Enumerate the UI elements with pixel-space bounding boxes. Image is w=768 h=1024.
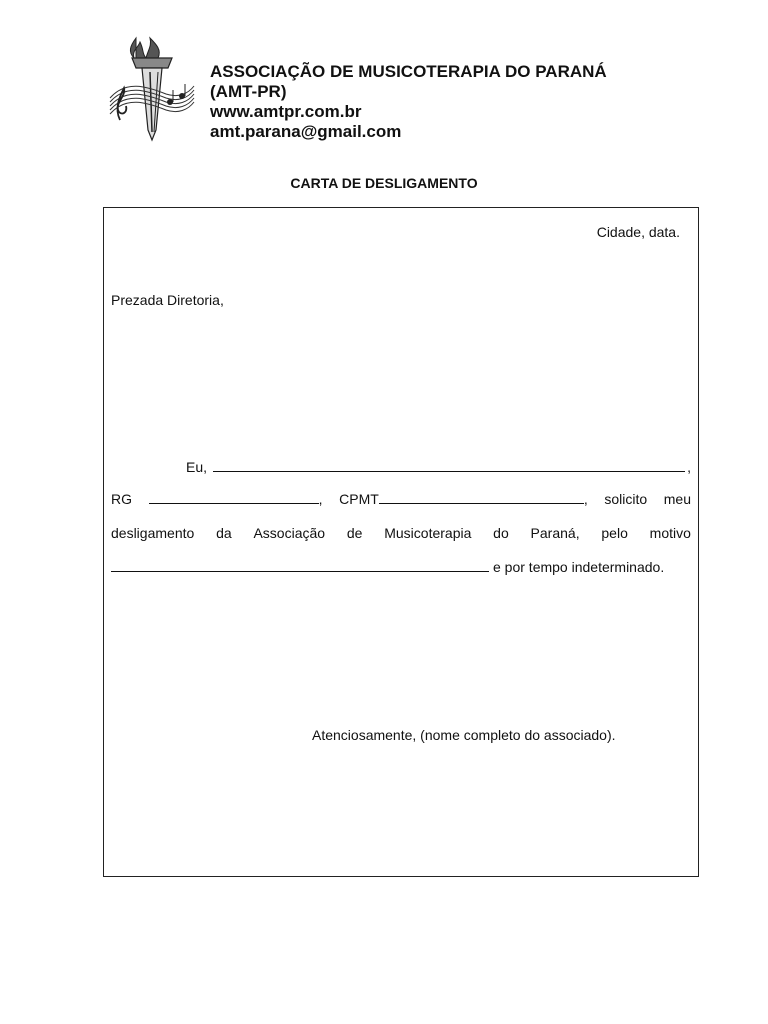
eu-label: Eu,: [186, 459, 208, 475]
body-word: Associação: [253, 525, 326, 541]
cpmt-label: CPMT: [339, 491, 379, 507]
body-word: motivo: [649, 525, 691, 541]
greeting: Prezada Diretoria,: [111, 292, 224, 308]
reason-blank[interactable]: [111, 559, 489, 572]
ending-text: e por tempo indeterminado.: [493, 559, 665, 575]
organization-name: ASSOCIAÇÃO DE MUSICOTERAPIA DO PARANÁ: [210, 62, 607, 81]
letter-box: [103, 207, 699, 877]
body-word: desligamento: [111, 525, 195, 541]
email-link[interactable]: amt.parana@gmail.com: [210, 122, 402, 141]
comma: ,: [687, 459, 691, 475]
body-word: de: [346, 525, 363, 541]
name-line: [111, 459, 691, 475]
rg-blank[interactable]: [149, 491, 319, 504]
body-line: [111, 525, 691, 541]
body-word: da: [216, 525, 232, 541]
cpmt-blank[interactable]: [379, 491, 584, 504]
name-blank[interactable]: [213, 459, 685, 472]
meu-word: meu: [663, 491, 691, 507]
solicito-word: solicito: [604, 491, 648, 507]
body-word: Musicoterapia: [384, 525, 472, 541]
body-word: Paraná,: [530, 525, 580, 541]
association-logo: [106, 36, 196, 146]
document-title: CARTA DE DESLIGAMENTO: [290, 175, 478, 191]
city-date: Cidade, data.: [596, 224, 680, 240]
reason-line: [111, 559, 691, 575]
organization-abbreviation: (AMT-PR): [210, 82, 287, 101]
organization-header: [210, 62, 607, 142]
rg-cpmt-line: RG , CPMT , solicito meu: [111, 491, 691, 507]
signature-line: Atenciosamente, (nome completo do associado).: [312, 727, 616, 743]
rg-label: RG: [111, 491, 132, 507]
body-word: do: [493, 525, 509, 541]
body-word: pelo: [601, 525, 628, 541]
website-link[interactable]: www.amtpr.com.br: [210, 102, 362, 121]
